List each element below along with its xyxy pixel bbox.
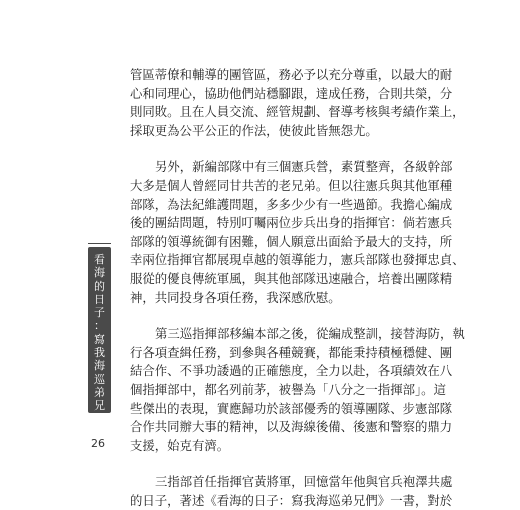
- text-line: 部隊，為法紀維護問題，多多少少有一些過節。我擔心編成: [130, 196, 453, 212]
- side-tab-char: 海: [94, 359, 105, 373]
- text-line: 些傑出的表現，實應歸功於該部優秀的領導團隊、步憲部隊: [130, 400, 453, 416]
- text-line: 合作共同辦大事的精神，以及海線後備、後憲和警察的鼎力: [130, 419, 453, 435]
- paragraph-4: [130, 473, 453, 510]
- side-tab-char: 寫: [94, 332, 105, 346]
- side-tab-char: 看: [94, 253, 105, 266]
- text-line: 採取更為公平公正的作法，使彼此皆無怨尤。: [130, 122, 378, 138]
- text-line: 第三巡指揮部移編本部之後，從編成整訓，接替海防，執: [155, 326, 465, 342]
- side-tab-char: 弟: [94, 385, 105, 399]
- side-tab-char: 們: [94, 412, 105, 426]
- text-line: 後的團結問題，特別叮囑兩位步兵出身的指揮官：倘若憲兵: [130, 215, 453, 231]
- page-number: 26: [91, 437, 105, 450]
- text-line: 管區蒂僚和輔導的團管區，務必予以充分尊重，以最大的耐: [130, 67, 453, 82]
- text-line: 則同敗。且在人員交流、經管規劃、督導考核與考績作業上，: [130, 104, 465, 120]
- text-line: 支援，始克有濟。: [130, 437, 230, 453]
- side-tab-char: 巡: [94, 372, 105, 386]
- side-tab-char: 子: [94, 306, 105, 320]
- text-line: 結合作、不爭功諉過的正確態度，全力以赴，各項績效在八: [130, 363, 453, 379]
- paragraph-2: [130, 158, 465, 307]
- side-tab-char: 的: [94, 279, 105, 293]
- side-tab-char: 日: [94, 292, 105, 306]
- side-tab-char: ：: [94, 319, 105, 333]
- text-line: 幸兩位指揮官都展現卓越的領導能力，憲兵部隊也發揮忠貞、: [130, 252, 465, 268]
- side-tab-rule: [88, 243, 111, 244]
- paragraph-1: [130, 66, 465, 140]
- text-line: 個指揮部中，都名列前茅，被譽為「八分之一指揮部」。這: [130, 381, 446, 397]
- text-line: 的日子，著述《看海的日子：寫我海巡弟兄們》一書，對於: [130, 492, 453, 508]
- side-tab-char: 兄: [94, 399, 105, 413]
- body-text: [130, 66, 465, 510]
- text-line: 服從的優良傳統軍風，與其他部隊迅速融合，培養出團隊精: [130, 270, 453, 286]
- text-line: 部隊的領導統御有困難，個人願意出面給予最大的支持，所: [130, 233, 453, 249]
- text-line: 大多是個人曾經同甘共苦的老兄弟。但以往憲兵與其他軍種: [130, 177, 453, 193]
- paragraph-3: [130, 325, 465, 455]
- text-line: 行各項查緝任務，到參與各種競賽，都能秉持積極穩健、團: [130, 344, 453, 360]
- side-tab-char: 我: [94, 346, 105, 360]
- text-line: 神，共同投身各項任務，我深感欣慰。: [130, 289, 341, 305]
- side-tab-char: 海: [94, 266, 105, 280]
- chapter-side-tab: [88, 247, 111, 426]
- text-line: 心和同理心，協助他們站穩腳跟，達成任務，合則共榮，分: [130, 85, 453, 101]
- text-line: 三指部首任指揮官黃將軍，回憶當年他與官兵袍澤共處: [155, 474, 453, 490]
- text-line: 另外，新編部隊中有三個憲兵營，素質整齊，各級幹部: [155, 159, 453, 175]
